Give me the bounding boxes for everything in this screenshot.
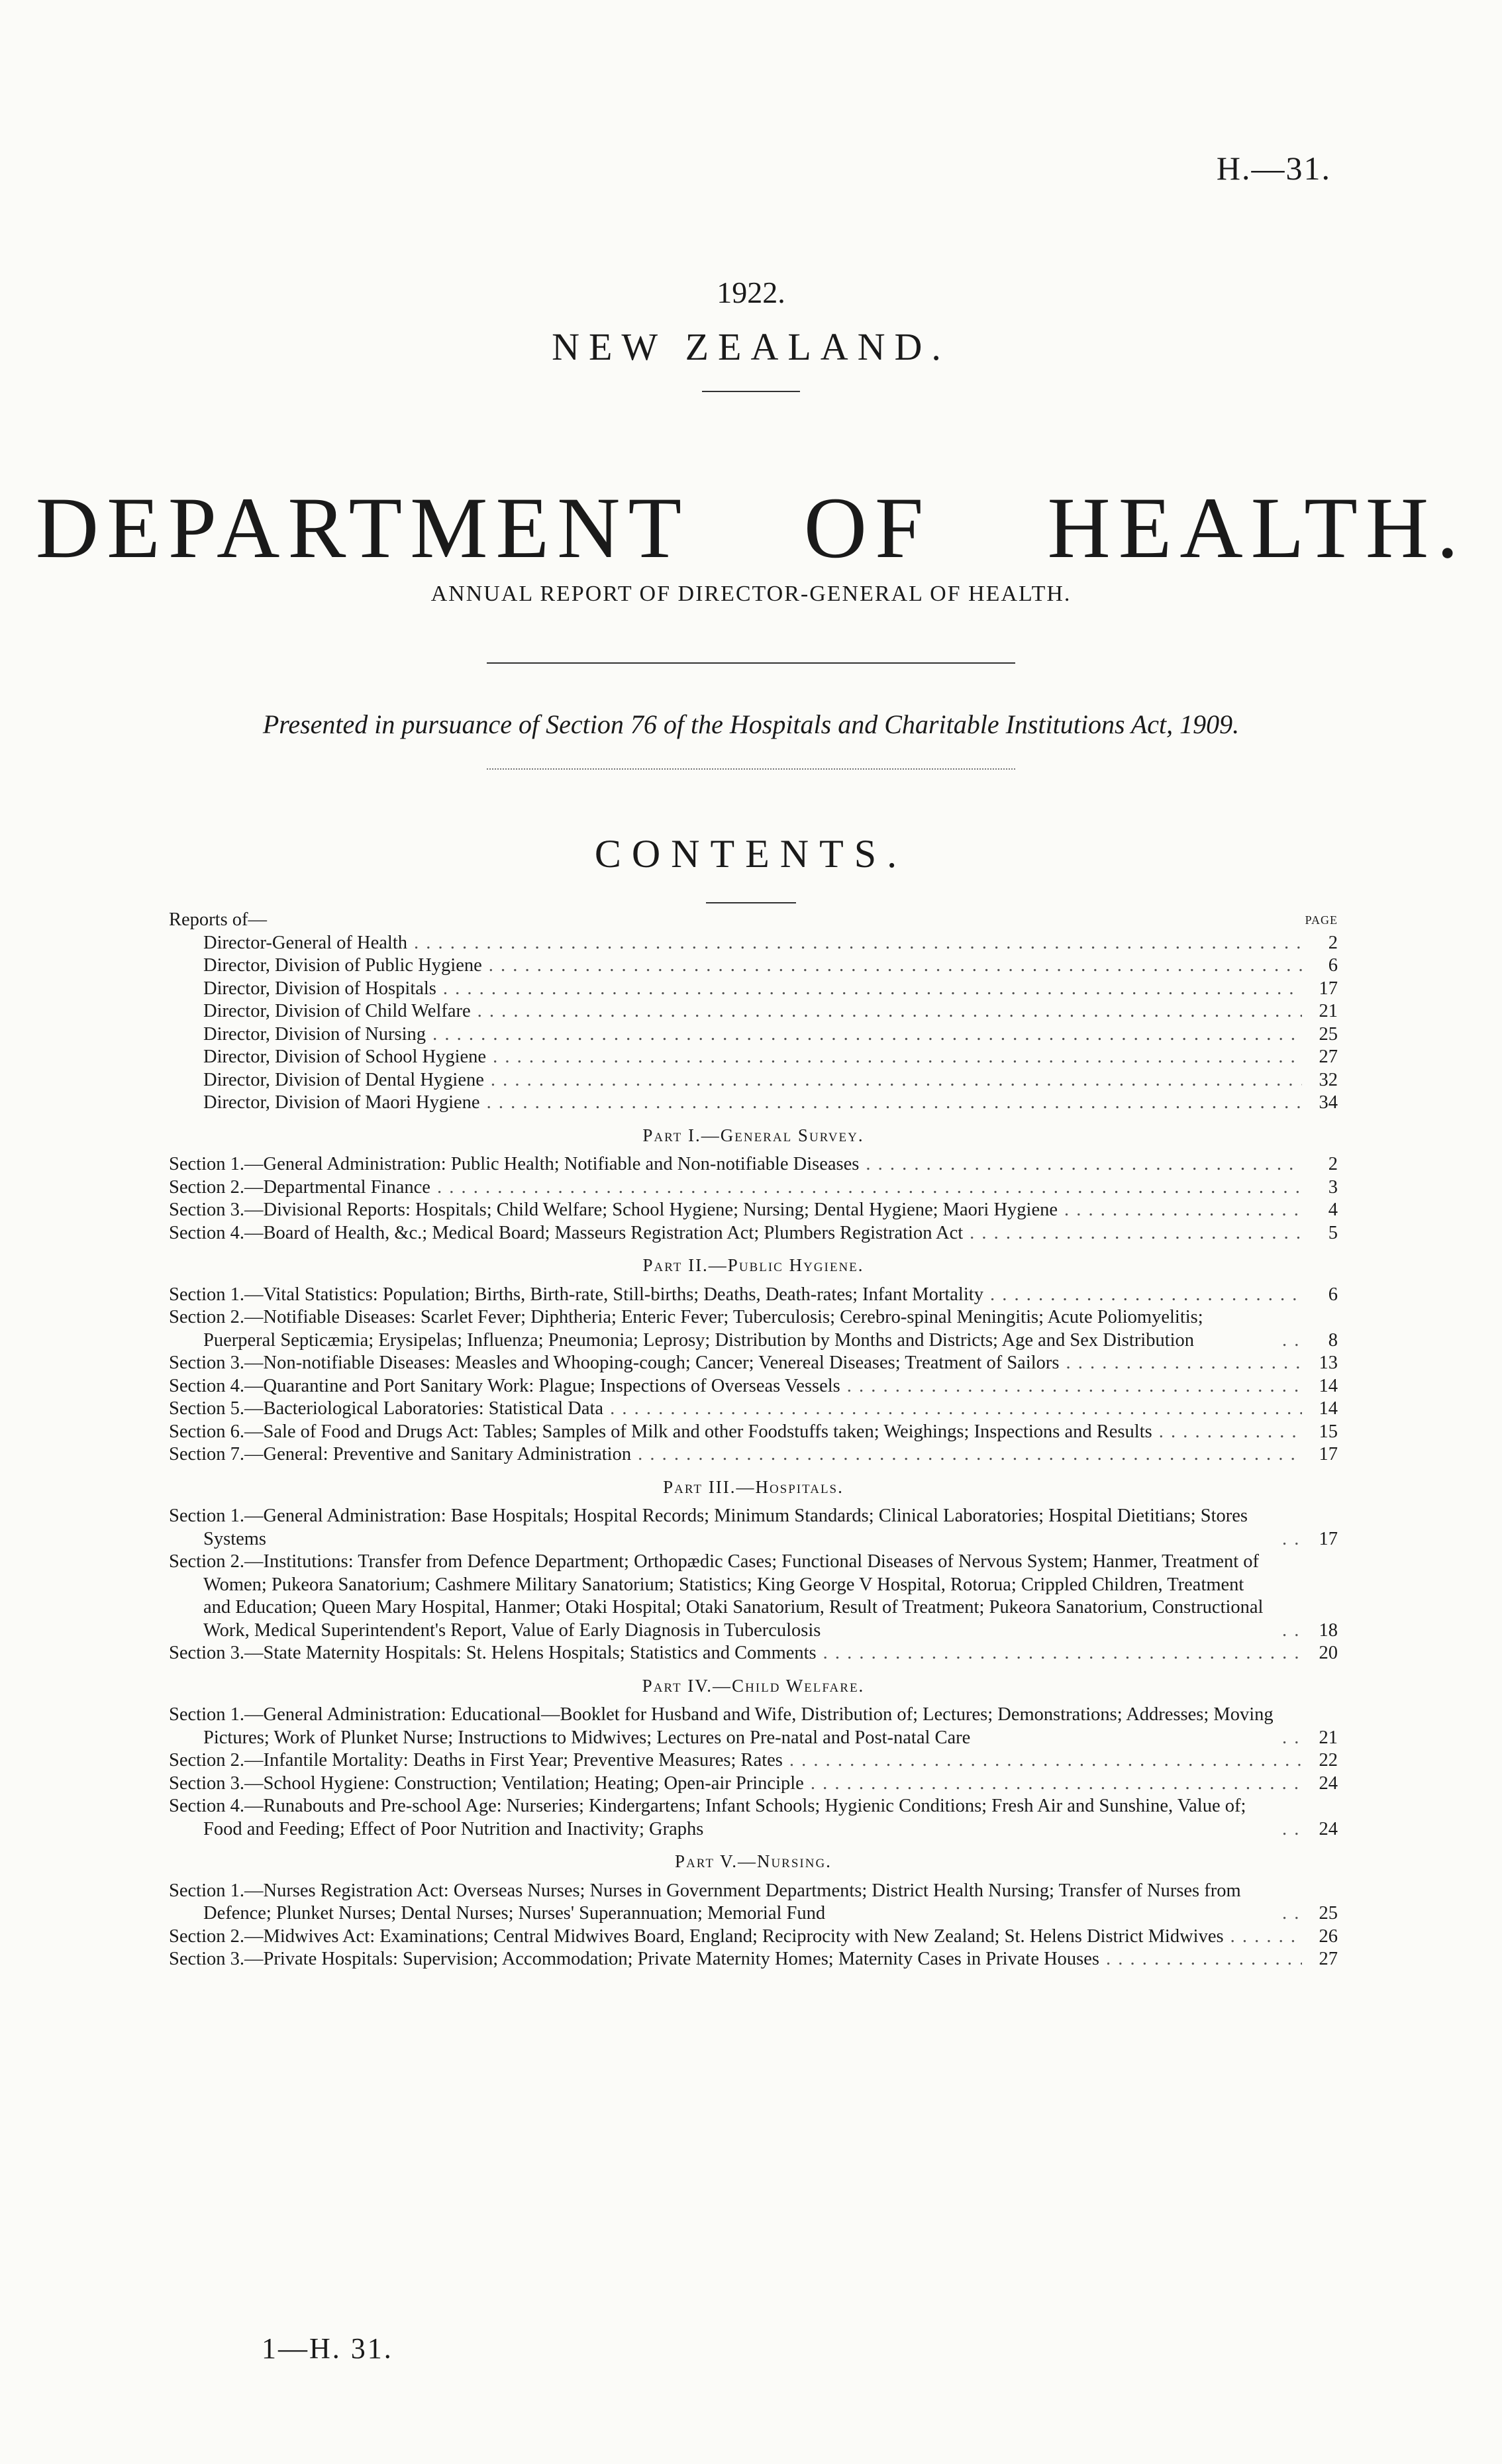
- toc-section-row: [169, 1284, 1338, 1307]
- toc-section-text: Section 7.—General: Preventive and Sanitary Administration: [169, 1444, 632, 1464]
- dot-leader: [610, 1398, 1302, 1421]
- toc-section-row: [169, 1176, 1338, 1200]
- report-subtitle: ANNUAL REPORT OF DIRECTOR-GENERAL OF HEALTH.: [430, 582, 1072, 606]
- country-heading: NEW ZEALAND.: [552, 325, 950, 368]
- toc-section-text: Section 4.—Runabouts and Pre-school Age: Nurseries; Kindergartens; Infant Schools; Hygienic Conditions; Fresh Air and Sunshine, Value of; Food and Feeding; Effect of Poor Nutrition and Inactivity; Graphs: [169, 1796, 1246, 1839]
- toc-section-row: [169, 1443, 1338, 1466]
- toc-page-number: 24: [1319, 1818, 1338, 1839]
- reports-list: [169, 932, 1338, 1115]
- dot-leader: [487, 1092, 1302, 1115]
- dot-leader: [489, 954, 1302, 978]
- toc-section-row: [169, 1153, 1338, 1176]
- toc-page-number: 17: [1319, 1444, 1338, 1464]
- toc-section-text: Section 3.—Non-notifiable Diseases: Measles and Whooping-cough; Cancer; Venereal Diseases; Treatment of Sailors: [169, 1353, 1060, 1373]
- toc-section-text: Section 3.—School Hygiene: Construction; Ventilation; Heating; Open-air Principle: [169, 1772, 804, 1794]
- part-heading: Part IV.—Child Welfare.: [642, 1675, 865, 1696]
- part-heading: Part III.—Hospitals.: [663, 1476, 844, 1497]
- toc-section-row: [169, 1352, 1338, 1375]
- toc-section-text: Section 2.—Infantile Mortality: Deaths in First Year; Preventive Measures; Rates: [169, 1750, 783, 1771]
- toc-entry-label: Director-General of Health: [203, 932, 408, 953]
- toc-page-number: 27: [1319, 1047, 1338, 1067]
- toc-page-number: 21: [1319, 1727, 1338, 1748]
- dot-leader: [1282, 1727, 1302, 1750]
- dot-leader: [414, 932, 1302, 955]
- toc-page-number: 8: [1328, 1329, 1338, 1351]
- toc-section-text: Section 6.—Sale of Food and Drugs Act: Tables; Samples of Milk and other Foodstuffs taken; Weighings; Inspections and Results: [169, 1421, 1152, 1442]
- toc-section-text: Section 1.—Vital Statistics: Population; Births, Birth-rate, Still-births; Deaths, Death-rates; Infant Mortality: [169, 1284, 983, 1305]
- dot-leader: [491, 1069, 1302, 1092]
- toc-page-number: 22: [1319, 1750, 1338, 1771]
- toc-page-number: 2: [1328, 1154, 1338, 1174]
- toc-page-number: 3: [1328, 1176, 1338, 1198]
- dot-leader: [1282, 1619, 1302, 1643]
- dot-leader: [990, 1284, 1302, 1307]
- toc-section-text: Section 4.—Board of Health, &c.; Medical Board; Masseurs Registration Act; Plumbers Registration Act: [169, 1222, 964, 1243]
- toc-page-number: 20: [1319, 1643, 1338, 1663]
- toc-section-row: [169, 1398, 1338, 1421]
- toc-report-row: [169, 1069, 1338, 1092]
- toc-page-number: 25: [1319, 1023, 1338, 1045]
- toc-entry-label: Director, Division of Public Hygiene: [203, 955, 482, 976]
- divider-long: [487, 662, 1015, 664]
- dot-leader: [1230, 1925, 1302, 1949]
- toc-section-text: Section 2.—Notifiable Diseases: Scarlet Fever; Diphtheria; Enteric Fever; Tuberculosis; Cerebro-spinal Meningitis; Acute Poliomyelitis; Puerperal Septicæmia; Erysipelas; Influenza; Pneumonia; Leprosy; Distribution by Months and Districts; Age and Sex Distribution: [169, 1307, 1203, 1351]
- dot-leader: [443, 978, 1302, 1001]
- toc-section-row: [169, 1306, 1338, 1352]
- dot-leader: [437, 1176, 1302, 1200]
- toc-page-number: 14: [1319, 1398, 1338, 1419]
- toc-page-number: 17: [1319, 1528, 1338, 1549]
- part-heading: Part I.—General Survey.: [642, 1125, 864, 1145]
- toc-page-number: 14: [1319, 1375, 1338, 1396]
- dot-leader: [1282, 1902, 1302, 1925]
- dot-leader: [823, 1642, 1302, 1665]
- toc-section-row: [169, 1375, 1338, 1398]
- dot-leader: [1064, 1199, 1302, 1222]
- toc-entry-label: Director, Division of Nursing: [203, 1023, 426, 1045]
- reports-heading: Reports of—: [169, 909, 268, 930]
- dot-leader: [866, 1153, 1302, 1176]
- toc-section-row: [169, 1199, 1338, 1222]
- toc-page-number: 4: [1328, 1200, 1338, 1220]
- toc-page-number: 18: [1319, 1619, 1338, 1641]
- dot-leader: [811, 1772, 1302, 1796]
- toc-page-number: 21: [1319, 1001, 1338, 1021]
- toc-entry-label: Director, Division of Hospitals: [203, 978, 436, 999]
- toc-section-text: Section 1.—General Administration: Educational—Booklet for Husband and Wife, Distribution of; Lectures; Demonstrations; Addresses; Moving Pictures; Work of Plunket Nurse; Instructions to Midwives; Lectures on Pre-natal and Post-natal Care: [169, 1704, 1274, 1748]
- toc-section-row: [169, 1880, 1338, 1925]
- toc-section-row: [169, 1421, 1338, 1444]
- toc-entry-label: Director, Division of Child Welfare: [203, 1001, 471, 1021]
- paper-code: H.—31.: [1216, 150, 1331, 187]
- presented-note: Presented in pursuance of Section 76 of the Hospitals and Charitable Institutions Act, 1909.: [262, 709, 1240, 739]
- toc-page-number: 24: [1319, 1772, 1338, 1794]
- toc-entry-label: Director, Division of Maori Hygiene: [203, 1092, 480, 1113]
- parts-list: [169, 1124, 1338, 1971]
- dot-leader: [432, 1023, 1302, 1047]
- toc-section-text: Section 3.—Divisional Reports: Hospitals; Child Welfare; School Hygiene; Nursing; Dental Hygiene; Maori Hygiene: [169, 1200, 1058, 1220]
- toc-page-number: 34: [1319, 1092, 1338, 1113]
- footer-code: 1—H. 31.: [262, 2332, 393, 2365]
- toc-section-text: Section 4.—Quarantine and Port Sanitary Work: Plague; Inspections of Overseas Vessels: [169, 1375, 840, 1396]
- toc-section-text: Section 3.—State Maternity Hospitals: St. Helens Hospitals; Statistics and Comments: [169, 1643, 817, 1663]
- toc-page-number: 25: [1319, 1903, 1338, 1924]
- reports-heading-row: [169, 909, 1338, 932]
- toc-page-number: 2: [1328, 932, 1338, 953]
- toc-section-row: [169, 1772, 1338, 1796]
- contents-title: CONTENTS.: [594, 832, 908, 876]
- toc-section-row: [169, 1551, 1338, 1642]
- toc-page-number: 32: [1319, 1069, 1338, 1090]
- toc-report-row: [169, 978, 1338, 1001]
- toc-section-row: [169, 1749, 1338, 1772]
- toc-report-row: [169, 954, 1338, 978]
- toc-page-number: 13: [1319, 1353, 1338, 1373]
- dot-leader: [970, 1222, 1302, 1245]
- toc-section-row: [169, 1795, 1338, 1841]
- toc-section-row: [169, 1948, 1338, 1971]
- dot-leader: [847, 1375, 1302, 1398]
- toc-page-number: 17: [1319, 978, 1338, 999]
- toc-section-text: Section 2.—Midwives Act: Examinations; Central Midwives Board, England; Reciprocity with New Zealand; St. Helens District Midwives: [169, 1925, 1224, 1947]
- page-column-label: PAGE: [1305, 913, 1338, 927]
- toc-section-row: [169, 1642, 1338, 1665]
- divider-dotted: [487, 768, 1015, 770]
- toc-page-number: 6: [1328, 955, 1338, 976]
- toc-report-row: [169, 1023, 1338, 1047]
- divider-short: [702, 391, 800, 392]
- dot-leader: [477, 1000, 1302, 1023]
- toc-report-row: [169, 1000, 1338, 1023]
- dot-leader: [493, 1046, 1302, 1069]
- toc-section-text: Section 1.—General Administration: Base Hospitals; Hospital Records; Minimum Standards; Clinical Laboratories; Hospital Dietitians; Stores Systems: [169, 1506, 1248, 1549]
- dot-leader: [1066, 1352, 1302, 1375]
- toc-section-text: Section 2.—Departmental Finance: [169, 1176, 430, 1198]
- dot-leader: [1282, 1818, 1302, 1841]
- dot-leader: [1106, 1948, 1302, 1971]
- toc-entry-label: Director, Division of School Hygiene: [203, 1047, 487, 1067]
- toc-section-row: [169, 1704, 1338, 1749]
- part-heading: Part V.—Nursing.: [675, 1851, 832, 1871]
- toc-page-number: 27: [1319, 1949, 1338, 1969]
- toc-report-row: [169, 1046, 1338, 1069]
- toc-page-number: 6: [1328, 1284, 1338, 1305]
- toc-section-text: Section 1.—General Administration: Public Health; Notifiable and Non-notifiable Diseases: [169, 1154, 860, 1174]
- department-title: DEPARTMENT OF HEALTH.: [35, 479, 1467, 576]
- dot-leader: [1282, 1528, 1302, 1551]
- toc-page-number: 26: [1319, 1925, 1338, 1947]
- report-year: 1922.: [717, 276, 785, 309]
- divider-contents: [706, 902, 796, 903]
- part-heading: Part II.—Public Hygiene.: [642, 1255, 864, 1275]
- dot-leader: [1282, 1329, 1302, 1353]
- dot-leader: [638, 1443, 1302, 1466]
- toc-section-row: [169, 1505, 1338, 1551]
- toc-report-row: [169, 1092, 1338, 1115]
- toc-report-row: [169, 932, 1338, 955]
- table-of-contents: [169, 909, 1338, 1971]
- toc-section-row: [169, 1925, 1338, 1949]
- toc-section-row: [169, 1222, 1338, 1245]
- toc-page-number: 15: [1319, 1421, 1338, 1442]
- toc-section-text: Section 2.—Institutions: Transfer from Defence Department; Orthopædic Cases; Functional Diseases of Nervous System; Hanmer, Treatment of Women; Pukeora Sanatorium; Cashmere Military Sanatorium; Statistics; King George V Hospital, Rotorua; Crippled Children, Treatment and Education; Queen Mary Hospital, Hanmer; Otaki Hospital; Otaki Sanatorium, Result of Treatment; Pukeora Sanatorium, Constructional Work, Medical Superintendent's Report, Value of Early Diagnosis in Tuberculosis: [169, 1551, 1264, 1641]
- dot-leader: [1159, 1421, 1302, 1444]
- toc-section-text: Section 1.—Nurses Registration Act: Overseas Nurses; Nurses in Government Departments; District Health Nursing; Transfer of Nurses from Defence; Plunket Nurses; Dental Nurses; Nurses' Superannuation; Memorial Fund: [169, 1880, 1241, 1924]
- toc-page-number: 5: [1328, 1222, 1338, 1243]
- dot-leader: [789, 1749, 1302, 1772]
- toc-section-text: Section 3.—Private Hospitals: Supervision; Accommodation; Private Maternity Homes; Maternity Cases in Private Houses: [169, 1949, 1100, 1969]
- toc-entry-label: Director, Division of Dental Hygiene: [203, 1069, 484, 1090]
- toc-section-text: Section 5.—Bacteriological Laboratories: Statistical Data: [169, 1398, 604, 1419]
